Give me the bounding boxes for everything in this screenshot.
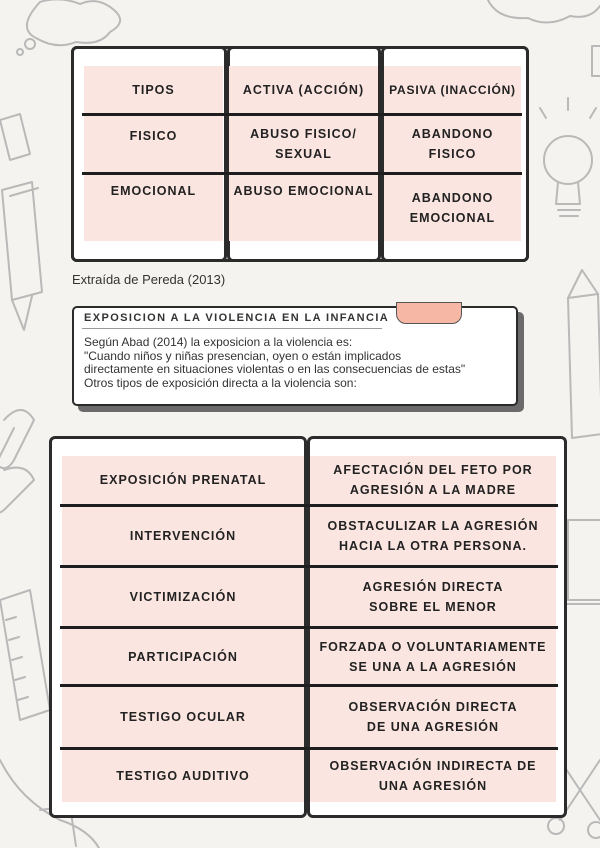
- info-line: directamente en situaciones violentas o en las consecuencias de estas": [84, 362, 466, 376]
- table2-row-divider: [60, 626, 558, 629]
- info-box: [72, 306, 518, 406]
- cloud-icon: [488, 0, 600, 23]
- table1-cell: ABANDONO EMOCIONAL: [384, 175, 521, 241]
- table2-cell: INTERVENCIÓN: [62, 507, 304, 565]
- info-title-underline: [82, 328, 382, 329]
- table2-row-divider: [60, 747, 558, 750]
- table2-cell: AGRESIÓN DIRECTA SOBRE EL MENOR: [310, 568, 556, 626]
- table2-cell: OBSERVACIÓN DIRECTA DE UNA AGRESIÓN: [310, 687, 556, 747]
- info-title: EXPOSICION A LA VIOLENCIA EN LA INFANCIA: [84, 312, 390, 324]
- info-body: [84, 336, 514, 390]
- table1-cell: ABUSO FISICO/ SEXUAL: [229, 116, 378, 172]
- table2-row-divider: [60, 684, 558, 687]
- table2-cell: VICTIMIZACIÓN: [62, 568, 304, 626]
- table2-cell: TESTIGO OCULAR: [62, 687, 304, 747]
- info-line: Según Abad (2014) la exposicion a la violencia es:: [84, 335, 353, 349]
- table2-row-divider: [60, 504, 558, 507]
- ruler-icon: [0, 590, 50, 720]
- table1-cell: ACTIVA (ACCIÓN): [229, 66, 378, 114]
- table2-cell: EXPOSICIÓN PRENATAL: [62, 456, 304, 504]
- paperclip-icon: [0, 410, 34, 468]
- info-line: Otros tipos de exposición directa a la violencia son:: [84, 375, 357, 390]
- lightbulb-icon: [540, 98, 596, 216]
- table1-row-divider: [82, 113, 522, 116]
- eraser-icon: [0, 114, 30, 160]
- pencil-icon: [568, 270, 600, 438]
- table1-cell: EMOCIONAL: [84, 175, 223, 241]
- table1-cell: PASIVA (INACCIÓN): [384, 66, 521, 114]
- cloud-icon: [27, 0, 120, 45]
- paperclip-icon: [0, 468, 34, 514]
- table2-cell: OBSERVACIÓN INDIRECTA DE UNA AGRESIÓN: [310, 750, 556, 802]
- table2-cell: OBSTACULIZAR LA AGRESIÓN HACIA LA OTRA PERSONA.: [310, 507, 556, 565]
- table2-cell: PARTICIPACIÓN: [62, 629, 304, 684]
- table1-cell: TIPOS: [84, 66, 223, 114]
- table2-cell: FORZADA O VOLUNTARIAMENTE SE UNA A LA AGRESIÓN: [310, 629, 556, 684]
- info-line: "Cuando niños y niñas presencian, oyen o están implicados: [84, 348, 402, 363]
- info-tab-decoration: [396, 302, 462, 324]
- table1-cell: ABUSO EMOCIONAL: [229, 175, 378, 241]
- table2-cell: TESTIGO AUDITIVO: [62, 750, 304, 802]
- table1-row-divider: [82, 172, 522, 175]
- table2-row-divider: [60, 565, 558, 568]
- table1-cell: FISICO: [84, 116, 223, 172]
- table2-cell: AFECTACIÓN DEL FETO POR AGRESIÓN A LA MADRE: [310, 456, 556, 504]
- clipboard-icon: [592, 46, 600, 76]
- table1-cell: ABANDONO FISICO: [384, 116, 521, 172]
- table1-source-caption: Extraída de Pereda (2013): [72, 272, 226, 287]
- pencil-icon: [2, 182, 42, 330]
